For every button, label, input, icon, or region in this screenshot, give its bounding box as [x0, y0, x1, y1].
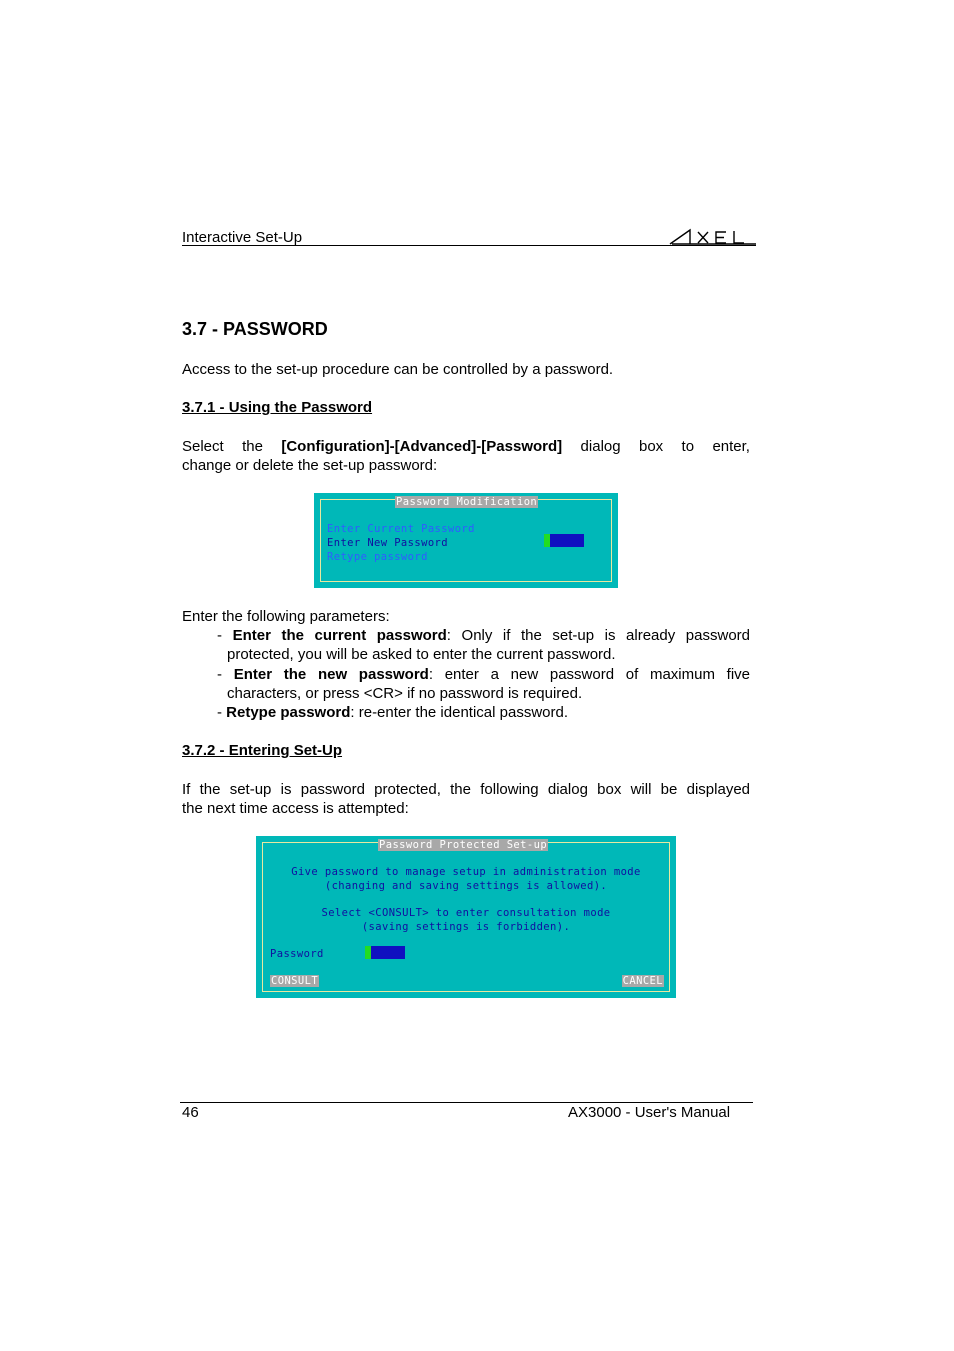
subsection1-paragraph-line1: Select the [Configuration]-[Advanced]-[Password] dialog box to enter, — [182, 438, 750, 455]
section-title: 3.7 - PASSWORD — [182, 319, 328, 339]
dialog-message-line4: (saving settings is forbidden). — [361, 921, 571, 933]
dialog-title: Password Protected Set-up — [379, 839, 548, 851]
manual-title: AX3000 - User's Manual — [568, 1104, 731, 1121]
param-item-new-password-line1: - Enter the new password: enter a new password of maximum five — [217, 666, 750, 683]
password-modification-dialog — [314, 493, 618, 588]
password-input[interactable] — [371, 946, 405, 959]
cancel-button[interactable]: CANCEL — [622, 975, 663, 987]
dialog-title: Password Modification — [396, 496, 538, 508]
menu-item-enter-current-password[interactable]: Enter Current Password — [327, 523, 475, 535]
subsection2-paragraph-line1: If the set-up is password protected, the following dialog box will be displayed — [182, 781, 750, 798]
password-protected-setup-dialog — [256, 836, 676, 998]
param-item-current-password-line2: protected, you will be asked to enter the current password. — [227, 646, 616, 663]
param-item-current-password-line1: - Enter the current password: Only if the set-up is already password — [217, 627, 751, 644]
menu-item-enter-new-password[interactable]: Enter New Password — [327, 537, 448, 549]
footer-rule — [180, 1102, 753, 1103]
menu-item-retype-password[interactable]: Retype password — [327, 551, 428, 563]
section-intro: Access to the set-up procedure can be controlled by a password. — [182, 361, 614, 378]
subsection-title-entering-setup: 3.7.2 - Entering Set-Up — [182, 742, 343, 759]
subsection1-paragraph-line2: change or delete the set-up password: — [182, 457, 438, 474]
subsection-title-using-password: 3.7.1 - Using the Password — [182, 399, 373, 416]
axel-logo — [668, 226, 756, 246]
password-label: Password — [270, 948, 324, 960]
subsection2-paragraph-line2: the next time access is attempted: — [182, 800, 409, 817]
param-item-new-password-line2: characters, or press <CR> if no password is required. — [227, 685, 583, 702]
params-intro: Enter the following parameters: — [182, 608, 390, 625]
consult-button[interactable]: CONSULT — [271, 975, 319, 987]
new-password-input[interactable] — [550, 534, 584, 547]
dialog-message-line2: (changing and saving settings is allowed). — [324, 880, 608, 892]
param-item-retype-password: - Retype password: re-enter the identical password. — [217, 704, 569, 721]
running-header: Interactive Set-Up — [182, 229, 303, 246]
page-number: 46 — [182, 1104, 199, 1121]
dialog-message-line1: Give password to manage setup in administration mode — [291, 866, 641, 878]
dialog-message-line3: Select <CONSULT> to enter consultation mode — [321, 907, 611, 919]
